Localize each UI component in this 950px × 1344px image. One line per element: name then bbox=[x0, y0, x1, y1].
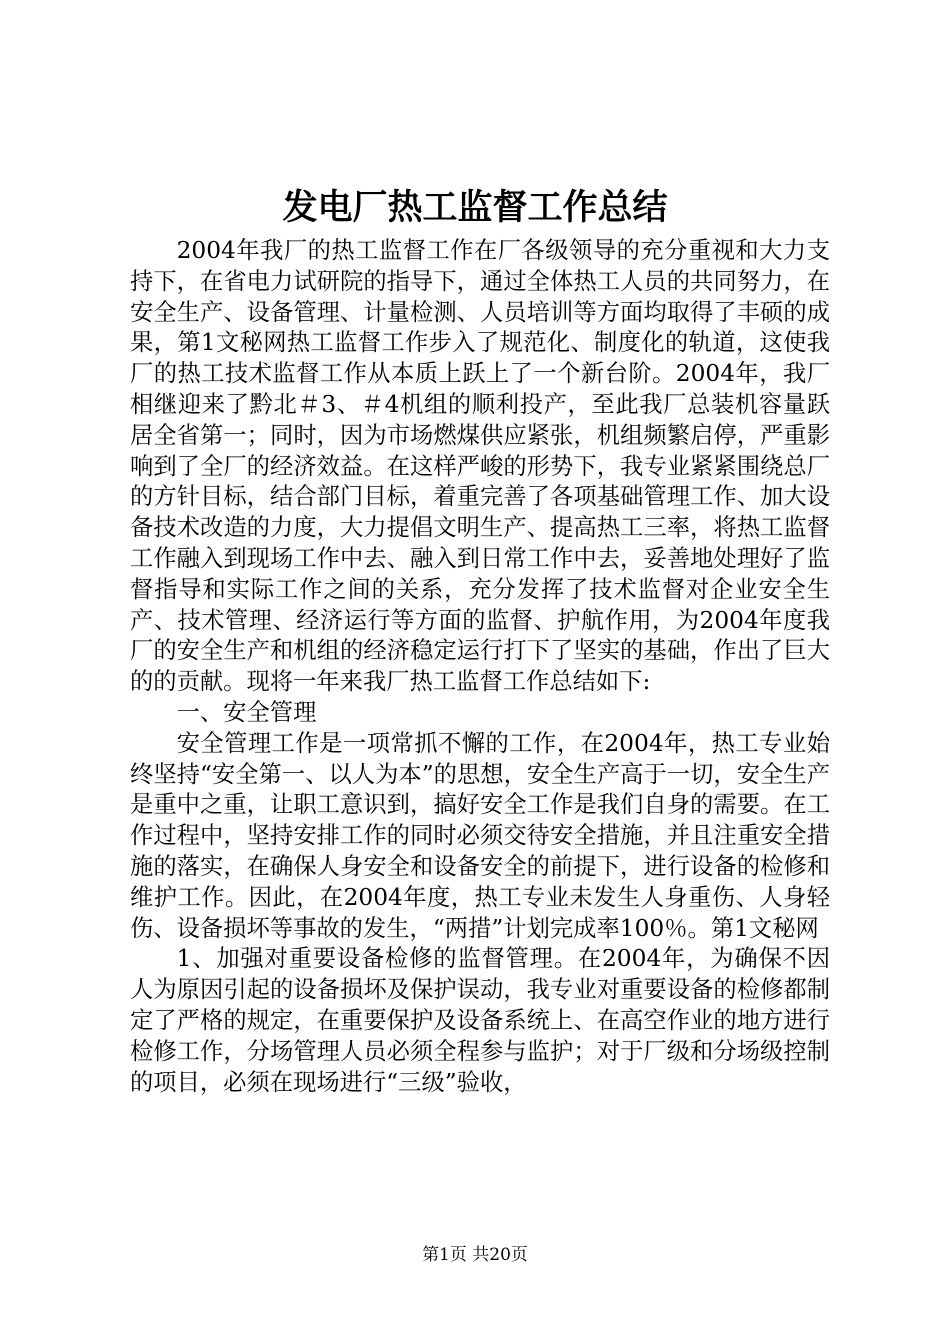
page-footer: 第1页 共20页 bbox=[422, 1245, 528, 1265]
document-title: 发电厂热工监督工作总结 bbox=[282, 187, 668, 228]
paragraph-intro: 2004年我厂的热工监督工作在厂各级领导的充分重视和大力支持下，在省电力试研院的指导下，通过全体热工人员的共同努力，在安全生产、设备管理、计量检测、人员培训等方面均取得了丰硕的成果，第1文秘网热工监督工作步入了规范化、制度化的轨道，这使我厂的热工技术监督工作从本质上跃上了一个新台阶。2004年，我厂相继迎来了黔北＃3、＃4机组的顺利投产，至此我厂总装机容量跃居全省第一；同时，因为市场燃煤供应紧张，机组频繁启停，严重影响到了全厂的经济效益。在这样严峻的形势下，我专业紧紧围绕总厂的方针目标，结合部门目标，着重完善了各项基础管理工作、加大设备技术改造的力度，大力提倡文明生产、提高热工三率，将热工监督工作融入到现场工作中去、融入到日常工作中去，妥善地处理好了监督指导和实际工作之间的关系，充分发挥了技术监督对企业安全生产、技术管理、经济运行等方面的监督、护航作用，为2004年度我厂的安全生产和机组的经济稳定运行打下了坚实的基础，作出了巨大的的贡献。现将一年来我厂热工监督工作总结如下: bbox=[130, 237, 830, 696]
paragraph-safety: 安全管理工作是一项常抓不懈的工作，在2004年，热工专业始终坚持“安全第一、以人为本”的思想，安全生产高于一切，安全生产是重中之重，让职工意识到，搞好安全工作是我们自身的需要。在工作过程中，坚持安排工作的同时必须交待安全措施，并且注重安全措施的落实，在确保人身安全和设备安全的前提下，进行设备的检修和维护工作。因此，在2004年度，热工专业未发生人身重伤、人身轻伤、设备损坏等事故的发生，“两措”计划完成率100％。第1文秘网 bbox=[130, 729, 830, 942]
section-heading-safety: 一、安全管理 bbox=[176, 698, 317, 726]
document-body bbox=[130, 236, 830, 1098]
paragraph-item-1: 1、加强对重要设备检修的监督管理。在2004年，为确保不因人为原因引起的设备损坏及保护误动，我专业对重要设备的检修都制定了严格的规定，在重要保护及设备系统上、在高空作业的地方进行检修工作，分场管理人员必须全程参与监护；对于厂级和分场级控制的项目，必须在现场进行“三级”验收， bbox=[130, 945, 830, 1096]
